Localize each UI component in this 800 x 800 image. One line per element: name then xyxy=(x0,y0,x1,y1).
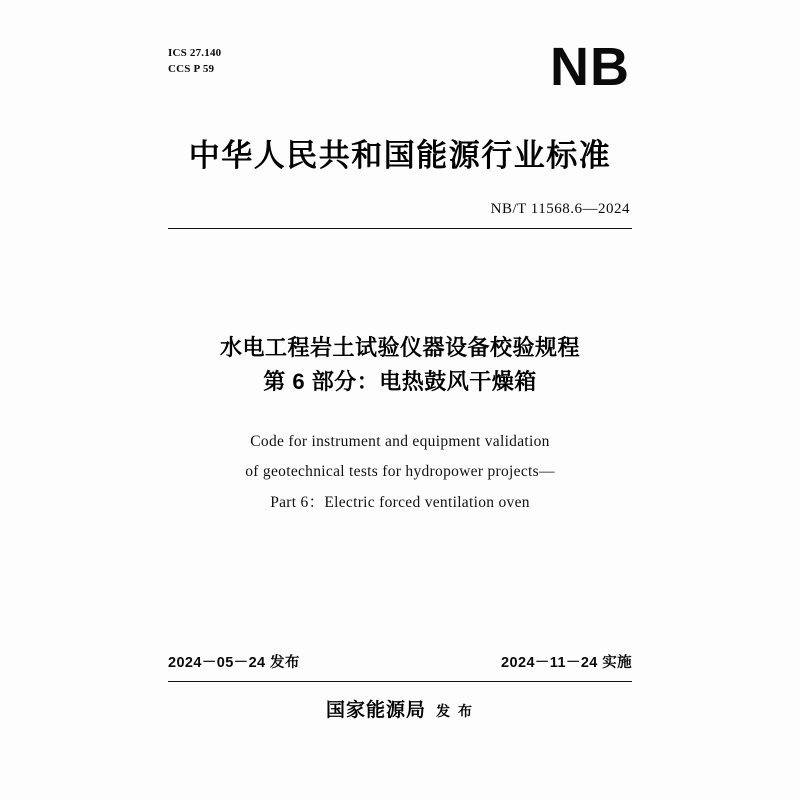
issue-date: 2024－05－24 发布 xyxy=(168,655,300,671)
issuing-authority-name: 国家能源局 xyxy=(326,700,427,721)
header-divider xyxy=(168,228,632,229)
document-title-en-line3: Part 6：Electric forced ventilation oven xyxy=(270,493,530,511)
standard-org-title: 中华人民共和国能源行业标准 xyxy=(188,138,612,173)
dates-row xyxy=(168,651,632,672)
ccs-code: CCS P 59 xyxy=(168,62,215,75)
document-title-cn xyxy=(168,331,632,399)
nb-logo: NB xyxy=(550,37,630,97)
document-title-cn-line1: 水电工程岩土试验仪器设备校验规程 xyxy=(219,335,580,360)
document-title-en-line2: of geotechnical tests for hydropower projects— xyxy=(245,463,555,481)
cover-header-row xyxy=(168,37,632,108)
document-title-en xyxy=(168,427,632,518)
document-title-cn-line2: 第 6 部分：电热鼓风干燥箱 xyxy=(263,369,537,395)
footer-divider xyxy=(168,681,632,682)
classification-codes xyxy=(168,40,221,78)
issuing-authority-verb: 发 布 xyxy=(436,703,474,719)
cover-content xyxy=(168,37,632,760)
standard-number: NB/T 11568.6—2024 xyxy=(490,201,630,217)
implementation-date: 2024－11－24 实施 xyxy=(501,655,632,671)
document-title-en-line1: Code for instrument and equipment validation xyxy=(250,433,550,451)
ics-code: ICS 27.140 xyxy=(168,47,222,59)
issuing-authority xyxy=(168,695,632,722)
